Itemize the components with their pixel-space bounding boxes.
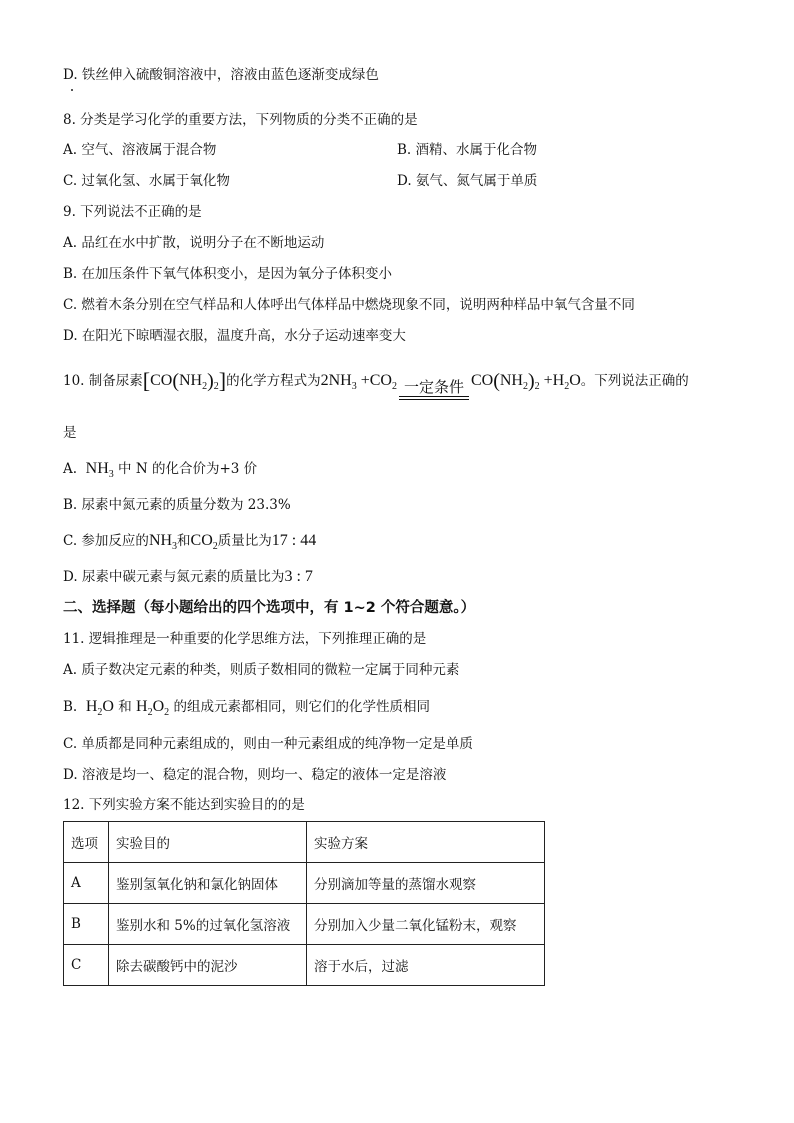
table-header-row	[64, 822, 545, 863]
table-cell: 除去碳酸钙中的泥沙	[109, 945, 307, 986]
q7-option-d: D. 铁丝伸入硫酸铜溶液中，溶液由蓝色逐渐变成绿色	[63, 67, 379, 83]
section-2-heading: 二、选择题（每小题给出的四个选项中，有 1~2 个符合题意。）	[63, 600, 476, 616]
q11-option-a: A. 质子数决定元素的种类，则质子数相同的微粒一定属于同种元素	[63, 662, 460, 678]
table-cell: 鉴别氢氧化钠和氯化钠固体	[109, 863, 307, 904]
reaction-condition: 一定条件	[399, 381, 469, 400]
table-cell: 鉴别水和 5%的过氧化氢溶液	[109, 904, 307, 945]
q9-option-d: D. 在阳光下晾晒湿衣服，温度升高，水分子运动速率变大	[63, 328, 406, 344]
table-header-cell: 选项	[64, 822, 109, 863]
q10-option-c	[63, 530, 316, 558]
q10-option-a-prefix: A.	[63, 461, 78, 477]
table-cell: 分别滴加等量的蒸馏水观察	[307, 863, 545, 904]
q8-option-d: D. 氨气、氮气属于单质	[397, 173, 538, 189]
q11-option-b-prefix: B.	[63, 699, 78, 715]
table-cell: C	[64, 945, 109, 986]
q11-option-d: D. 溶液是均一、稳定的混合物，则均一、稳定的液体一定是溶液	[63, 767, 447, 783]
table-cell: 溶于水后，过滤	[307, 945, 545, 986]
q10-option-d-prefix: D. 尿素中碳元素与氮元素的质量比为	[63, 569, 285, 585]
q12-stem: 12. 下列实验方案不能达到实验目的的是	[63, 797, 305, 813]
co2-formula: $CO_2$	[190, 532, 218, 553]
q10-stem-prefix: 10. 制备尿素	[63, 373, 143, 389]
q10-option-a	[63, 458, 257, 486]
q10-option-c-ratio: 17 : 44	[271, 532, 317, 549]
h2o-formula: $H_2O$	[85, 698, 114, 719]
q10-option-c-prefix: C. 参加反应的	[63, 533, 149, 549]
q10-option-d-ratio: 3 : 7	[284, 568, 313, 585]
table-row	[64, 945, 545, 986]
q10-option-c-mid: 质量比为	[217, 533, 272, 549]
nh3-formula: $NH_3$	[148, 532, 178, 553]
experiment-table	[63, 821, 545, 986]
q10-stem	[63, 368, 689, 400]
q9-option-c: C. 燃着木条分别在空气样品和人体呼出气体样品中燃烧现象不同，说明两种样品中氧气含量不同	[63, 297, 635, 313]
q9-option-a: A. 品红在水中扩散，说明分子在不断地运动	[63, 235, 325, 251]
nh3-formula: $NH_3$	[85, 460, 114, 481]
q10-option-c-and: 和	[177, 533, 191, 549]
q9-option-b: B. 在加压条件下氧气体积变小，是因为氧分子体积变小	[63, 266, 393, 282]
table-row	[64, 904, 545, 945]
h2o2-formula: $H_2O_2$	[136, 698, 170, 719]
table-cell: A	[64, 863, 109, 904]
q10-option-a-suffix: 中 N 的化合价为+3 价	[118, 461, 258, 477]
q11-stem: 11. 逻辑推理是一种重要的化学思维方法，下列推理正确的是	[63, 631, 427, 647]
q10-stem-middle: 的化学方程式为	[226, 373, 321, 389]
q8-option-a: A. 空气、溶液属于混合物	[63, 142, 217, 158]
q11-option-b	[63, 696, 430, 724]
q11-option-c: C. 单质都是同种元素组成的，则由一种元素组成的纯净物一定是单质	[63, 736, 473, 752]
urea-formula: $[CO(NH_2)_2]$	[142, 368, 227, 393]
table-row	[64, 863, 545, 904]
stray-dot	[71, 89, 73, 91]
q10-option-b: B. 尿素中氮元素的质量分数为 23.3%	[63, 497, 291, 513]
table-header-cell: 实验目的	[109, 822, 307, 863]
q11-option-b-and: 和	[118, 699, 132, 715]
table-header-cell: 实验方案	[307, 822, 545, 863]
q11-option-b-suffix: 的组成元素都相同，则它们的化学性质相同	[173, 699, 430, 715]
q9-stem: 9. 下列说法不正确的是	[63, 204, 202, 220]
q8-stem: 8. 分类是学习化学的重要方法，下列物质的分类不正确的是	[63, 112, 418, 128]
q8-option-b: B. 酒精、水属于化合物	[397, 142, 538, 158]
q10-option-d	[63, 566, 313, 588]
q10-stem-wrap: 是	[63, 425, 77, 441]
q10-stem-suffix: 。下列说法正确的	[580, 373, 689, 389]
table-cell: B	[64, 904, 109, 945]
table-cell: 分别加入少量二氧化锰粉末，观察	[307, 904, 545, 945]
q8-option-c: C. 过氧化氢、水属于氧化物	[63, 173, 230, 189]
reaction-equation: $2NH_3 +CO_2$ 一定条件 $CO(NH_2)_2 +H_2O$	[321, 372, 581, 389]
